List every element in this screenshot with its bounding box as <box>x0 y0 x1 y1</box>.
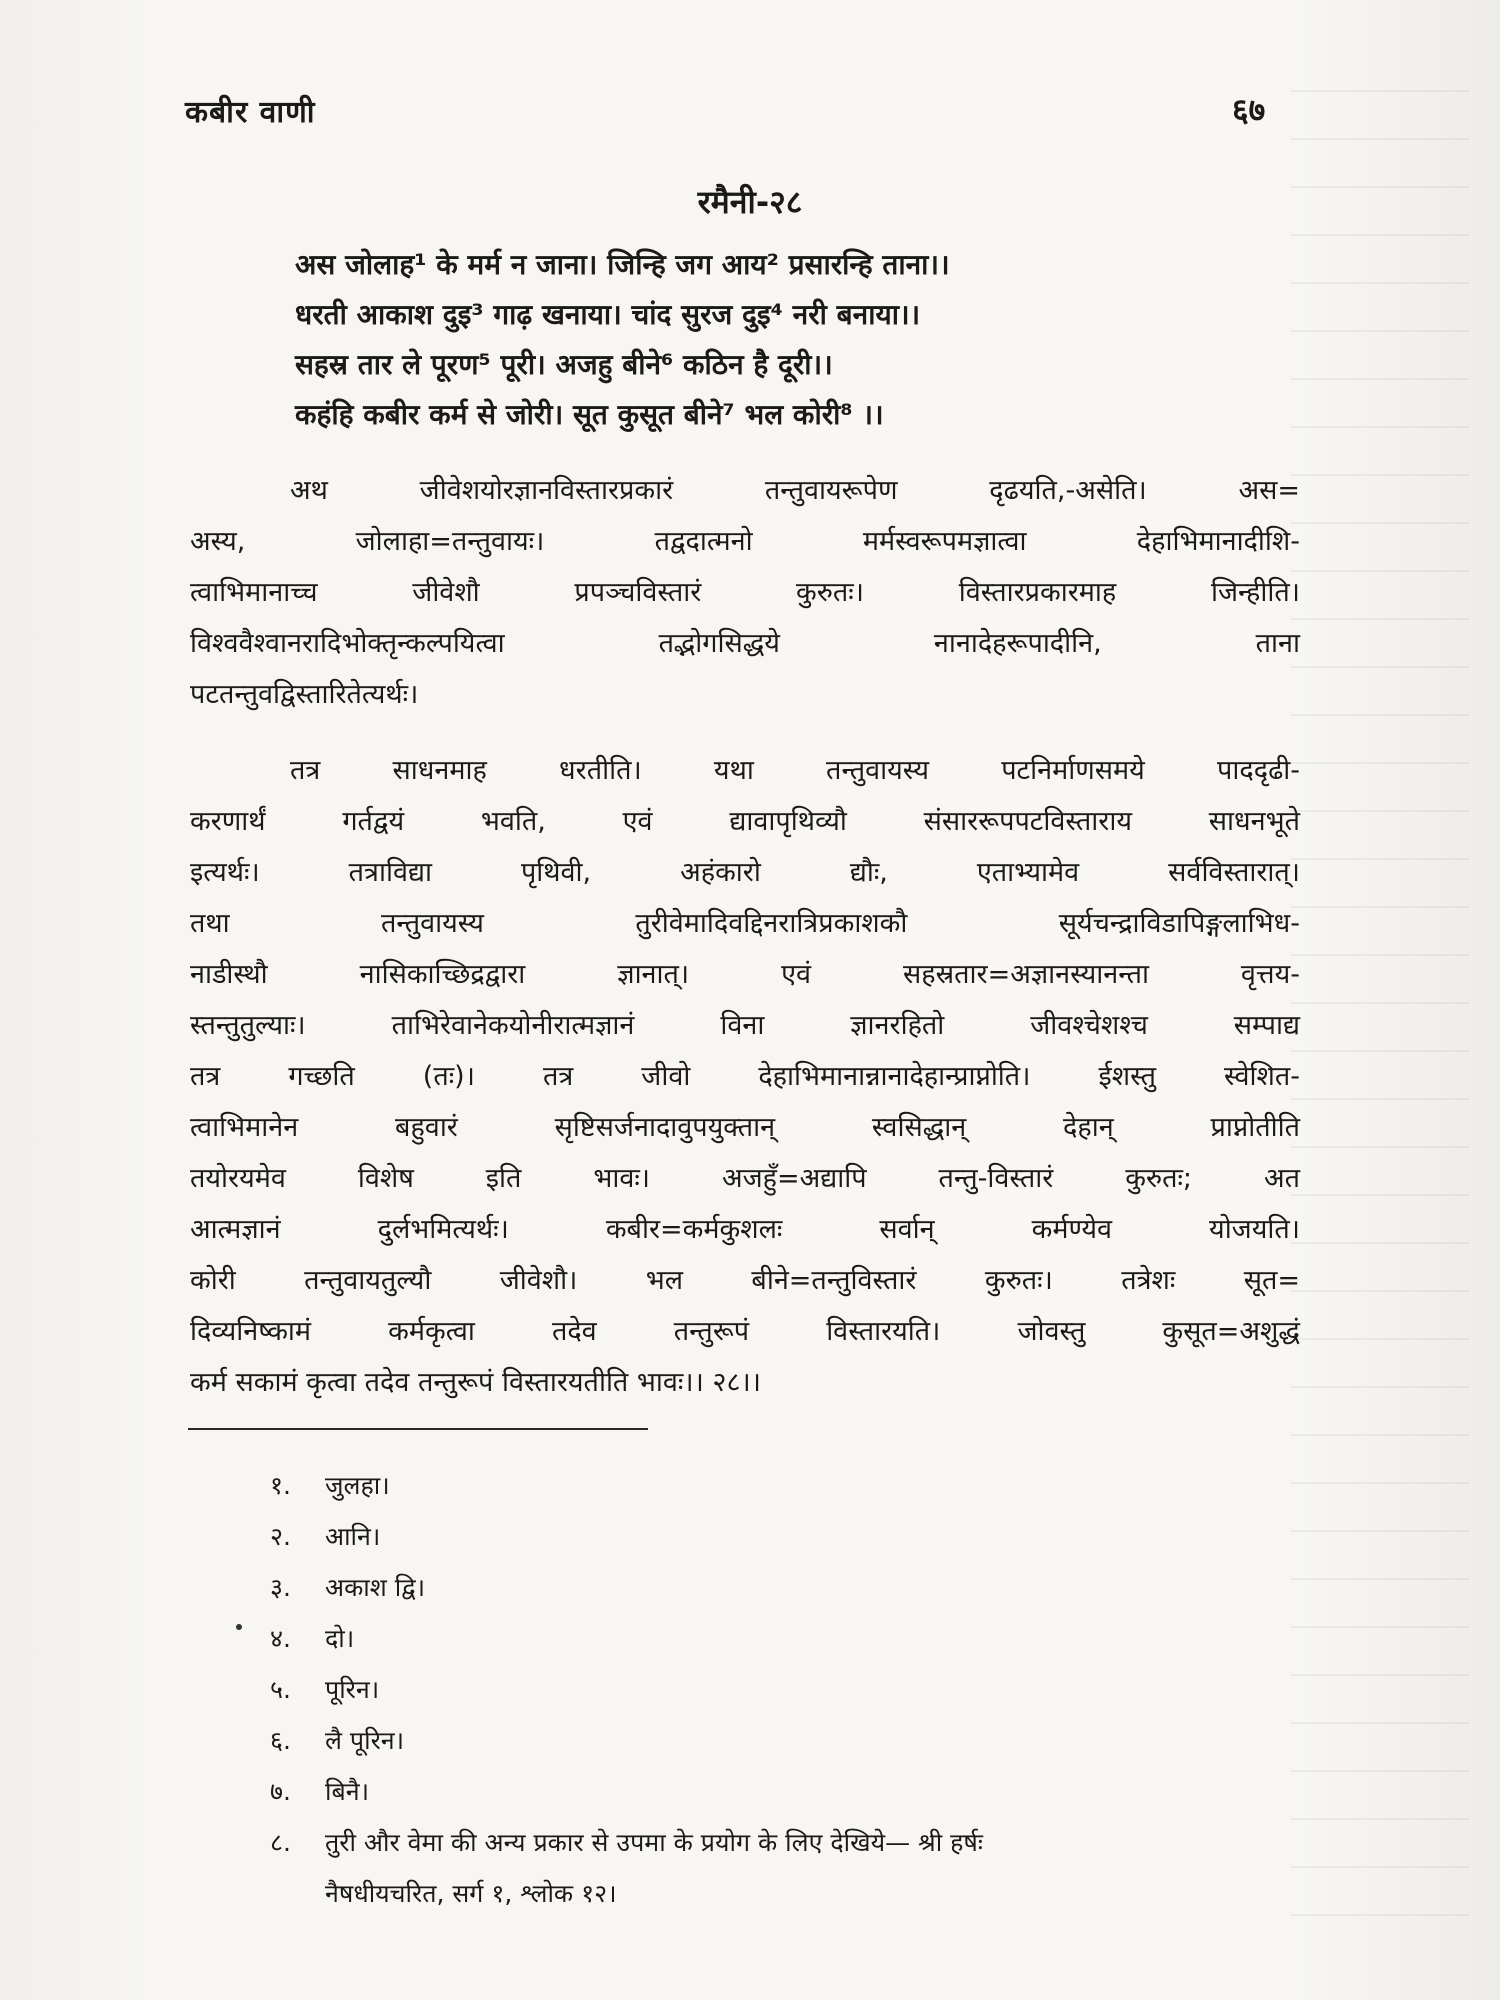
commentary-line: तयोरयमेव विशेष इति भावः। अजहुँ=अद्यापि तन्तु-विस्तारं कुरुतः; अत <box>190 1163 1300 1194</box>
verse-line: कहंहि कबीर कर्म से जोरी। सूत कुसूत बीने⁷ भल कोरी⁸ ।। <box>295 398 884 431</box>
verse-line: सहस्र तार ले पूरण⁵ पूरी। अजहु बीने⁶ कठिन है दूरी।। <box>295 348 833 381</box>
running-header: कबीर वाणी <box>185 95 316 130</box>
footnote-item <box>270 1511 1320 1562</box>
footnote-item <box>270 1562 1320 1613</box>
commentary-paragraph-2 <box>190 745 1300 1408</box>
commentary-line: अस्य, जोलाहा=तन्तुवायः। तद्वदात्मनो मर्मस्वरूपमज्ञात्वा देहाभिमानादीशि- <box>190 526 1300 557</box>
footnote-number: ६. <box>270 1726 291 1755</box>
footnote-continuation: नैषधीयचरित, सर्ग १, श्लोक १२। <box>325 1879 617 1908</box>
commentary-line: आत्मज्ञानं दुर्लभमित्यर्थः। कबीर=कर्मकुशलः सर्वान् कर्मण्येव योजयति। <box>190 1214 1300 1245</box>
footnote-number: ८. <box>270 1828 291 1857</box>
commentary-line: स्तन्तुतुल्याः। ताभिरेवानेकयोनीरात्मज्ञानं विना ज्ञानरहितो जीवश्चेशश्च सम्पाद्य <box>190 1010 1300 1041</box>
commentary-line: कर्म सकामं कृत्वा तदेव तन्तुरूपं विस्तारयतीति भावः।। २८।। <box>190 1367 761 1398</box>
footnote-number: २. <box>270 1522 291 1551</box>
commentary-line: त्वाभिमानेन बहुवारं सृष्टिसर्जनादावुपयुक्तान् स्वसिद्धान् देहान् प्राप्नोतीति <box>190 1112 1300 1143</box>
commentary-line: तथा तन्तुवायस्य तुरीवेमादिवद्दिनरात्रिप्रकाशकौ सूर्यचन्द्राविडापिङ्गलाभिध- <box>190 908 1300 939</box>
commentary-line: करणार्थं गर्तद्वयं भवति, एवं द्यावापृथिव्यौ संसाररूपपटविस्ताराय साधनभूते <box>190 806 1300 837</box>
footnote-item <box>270 1664 1320 1715</box>
footnote-text: जुलहा। <box>325 1471 390 1500</box>
verse-block <box>295 240 1295 440</box>
footnote-divider <box>188 1428 648 1430</box>
footnote-number: ३. <box>270 1573 291 1602</box>
commentary-line: इत्यर्थः। तत्राविद्या पृथिवी, अहंकारो द्यौः, एताभ्यामेव सर्वविस्तारात्। <box>190 857 1300 888</box>
footnote-text: अकाश द्वि। <box>325 1573 426 1602</box>
footnote-text: आनि। <box>325 1522 381 1551</box>
footnote-number: ५. <box>270 1675 291 1704</box>
footnote-text: लै पूरिन। <box>325 1726 405 1755</box>
commentary-line: नाडीस्थौ नासिकाच्छिद्रद्वारा ज्ञानात्। एवं सहस्रतार=अज्ञानस्यानन्ता वृत्तय- <box>190 959 1300 990</box>
commentary-line: कोरी तन्तुवायतुल्यौ जीवेशौ। भल बीने=तन्तुविस्तारं कुरुतः। तत्रेशः सूत= <box>190 1265 1300 1296</box>
footnote-item <box>270 1613 1320 1664</box>
commentary-line: त्वाभिमानाच्च जीवेशौ प्रपञ्चविस्तारं कुरुतः। विस्तारप्रकारमाह जिन्हीति। <box>190 577 1300 608</box>
commentary-line: पटतन्तुवद्विस्तारितेत्यर्थः। <box>190 679 419 710</box>
commentary-paragraph-1 <box>190 465 1300 720</box>
footnote-number: ४. <box>270 1624 291 1653</box>
footnote-item <box>270 1817 1320 1868</box>
footnote-text: बिनै। <box>325 1777 370 1806</box>
verse-line: धरती आकाश दुइ³ गाढ़ खनाया। चांद सुरज दुइ⁴ नरी बनाया।। <box>295 298 921 331</box>
commentary-line: तत्र गच्छति (तः)। तत्र जीवो देहाभिमानान्नानादेहान्प्राप्नोति। ईशस्तु स्वेशित- <box>190 1061 1300 1092</box>
commentary-line: दिव्यनिष्कामं कर्मकृत्वा तदेव तन्तुरूपं विस्तारयति। जोवस्तु कुसूत=अशुद्धं <box>190 1316 1300 1347</box>
page-number: ६७ <box>1232 91 1266 129</box>
footnote-number: ७. <box>270 1777 291 1806</box>
commentary-line: तत्र साधनमाह धरतीति। यथा तन्तुवायस्य पटनिर्माणसमये पाददृढी- <box>290 755 1300 786</box>
footnote-item <box>270 1715 1320 1766</box>
footnote-text: दो। <box>325 1624 355 1653</box>
verse-line: अस जोलाह¹ के मर्म न जाना। जिन्हि जग आय² प्रसारन्हि ताना।। <box>295 248 950 281</box>
footnotes <box>270 1460 1320 1919</box>
commentary-line: विश्ववैश्वानरादिभोक्तृन्कल्पयित्वा तद्भोगसिद्धये नानादेहरूपादीनि, ताना <box>190 628 1300 659</box>
commentary-line: अथ जीवेशयोरज्ञानविस्तारप्रकारं तन्तुवायरूपेण दृढयति,-असेति। अस= <box>290 475 1300 506</box>
section-title: रमैनी-२८ <box>697 183 803 221</box>
footnote-text: तुरी और वेमा की अन्य प्रकार से उपमा के प्रयोग के लिए देखिये— श्री हर्षः <box>325 1828 983 1857</box>
footnote-number: १. <box>270 1471 291 1500</box>
footnote-item <box>270 1460 1320 1511</box>
footnote-item <box>270 1766 1320 1817</box>
footnote-text: पूरिन। <box>325 1675 380 1704</box>
stray-mark <box>236 1624 242 1630</box>
